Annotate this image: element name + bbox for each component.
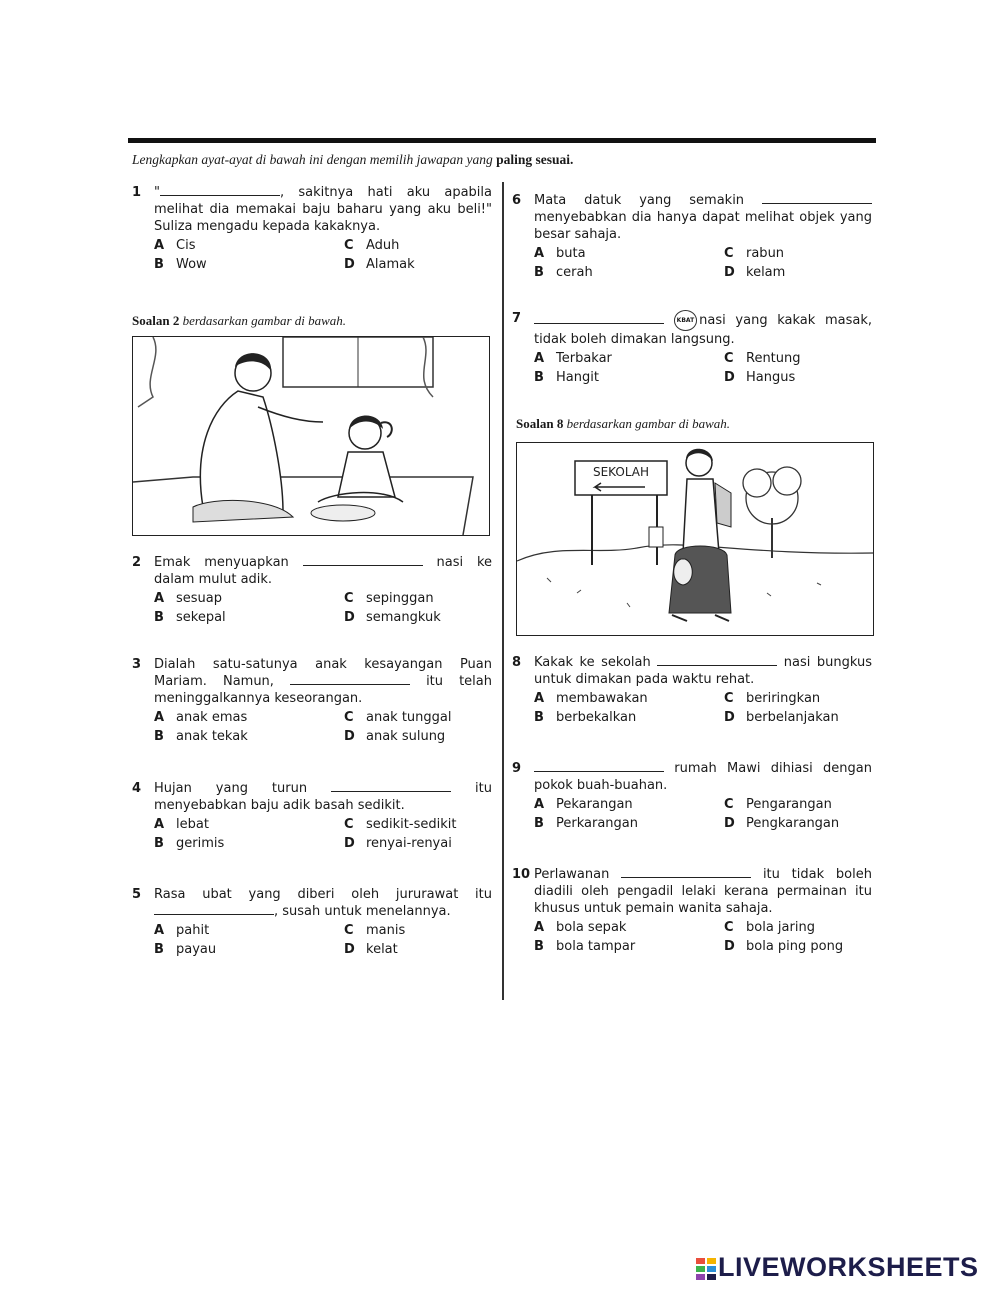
caption-q8: Soalan 8 berdasarkan gambar di bawah. bbox=[516, 416, 731, 431]
question-10: 10 Perlawanan itu tidak boleh diadili oleh pengadil lelaki kerana permainan itu khusus untuk pemain wanita sahaja. A bola sepak C bola jaring B bola tampar D bola ping pong bbox=[512, 866, 872, 955]
option-b[interactable]: B anak tekak bbox=[154, 729, 248, 744]
sign-text: SEKOLAH bbox=[592, 465, 650, 479]
option-c[interactable]: C Aduh bbox=[344, 238, 400, 253]
answer-blank[interactable] bbox=[621, 867, 751, 878]
question-6: 6 Mata datuk yang semakin menyebabkan dia hanya dapat melihat objek yang besar sahaja. A buta C rabun B cerah D kelam bbox=[512, 192, 872, 281]
option-c[interactable]: C sepinggan bbox=[344, 591, 434, 606]
option-c[interactable]: C anak tunggal bbox=[344, 710, 452, 725]
option-c[interactable]: C bola jaring bbox=[724, 920, 815, 935]
question-3: 3 Dialah satu-satunya anak kesayangan Puan Mariam. Namun, itu telah meninggalkannya keseorangan. A anak emas C anak tunggal B anak tekak D anak sulung bbox=[132, 656, 492, 745]
instruction: Lengkapkan ayat-ayat di bawah ini dengan memilih jawapan yang paling sesuai. bbox=[132, 152, 574, 167]
option-d[interactable]: D anak sulung bbox=[344, 729, 446, 744]
kbat-badge: KBAT bbox=[674, 310, 698, 331]
school-illustration bbox=[517, 443, 873, 635]
option-a[interactable]: A Terbakar bbox=[534, 351, 612, 366]
answer-blank[interactable] bbox=[534, 313, 664, 324]
answer-blank[interactable] bbox=[303, 555, 423, 566]
option-b[interactable]: B gerimis bbox=[154, 836, 225, 851]
worksheet bbox=[128, 130, 876, 990]
option-c[interactable]: C rabun bbox=[724, 246, 785, 261]
option-b[interactable]: B sekepal bbox=[154, 610, 226, 625]
question-1: 1 " , sakitnya hati aku apabila melihat dia memakai baju baharu yang aku beli!" Suliza mengadu kepada kakaknya. A Cis C Aduh B Wow D Alamak bbox=[132, 184, 492, 273]
option-d[interactable]: D kelat bbox=[344, 942, 398, 957]
answer-blank[interactable] bbox=[154, 904, 274, 915]
answer-blank[interactable] bbox=[657, 655, 777, 666]
option-d[interactable]: D Alamak bbox=[344, 257, 415, 272]
liveworksheets-logo[interactable]: LIVEWORKSHEETS bbox=[696, 1252, 979, 1283]
option-b[interactable]: B Hangit bbox=[534, 370, 599, 385]
option-a[interactable]: A Pekarangan bbox=[534, 797, 633, 812]
option-a[interactable]: A pahit bbox=[154, 923, 210, 938]
question-7: 7 KBAT nasi yang kakak masak, tidak boleh dimakan langsung. A Terbakar C Rentung B Hangit D Hangus bbox=[512, 310, 872, 386]
option-c[interactable]: C Pengarangan bbox=[724, 797, 832, 812]
option-a[interactable]: A Cis bbox=[154, 238, 196, 253]
logo-icon bbox=[696, 1258, 716, 1280]
option-b[interactable]: B Perkarangan bbox=[534, 816, 638, 831]
option-c[interactable]: C manis bbox=[344, 923, 406, 938]
option-a[interactable]: A sesuap bbox=[154, 591, 223, 606]
answer-blank[interactable] bbox=[331, 781, 451, 792]
option-d[interactable]: D berbelanjakan bbox=[724, 710, 839, 725]
answer-blank[interactable] bbox=[534, 761, 664, 772]
question-9: 9 rumah Mawi dihiasi dengan pokok buah-buahan. A Pekarangan C Pengarangan B Perkarangan D Pengkarangan bbox=[512, 760, 872, 832]
option-d[interactable]: D renyai-renyai bbox=[344, 836, 452, 851]
option-a[interactable]: A membawakan bbox=[534, 691, 648, 706]
option-b[interactable]: B cerah bbox=[534, 265, 593, 280]
question-4: 4 Hujan yang turun itu menyebabkan baju adik basah sedikit. A lebat C sedikit-sedikit B gerimis D renyai-renyai bbox=[132, 780, 492, 852]
option-d[interactable]: D Hangus bbox=[724, 370, 796, 385]
feeding-illustration bbox=[133, 337, 489, 535]
option-c[interactable]: C sedikit-sedikit bbox=[344, 817, 457, 832]
option-d[interactable]: D semangkuk bbox=[344, 610, 441, 625]
picture-mother-feeding-child bbox=[132, 336, 490, 536]
option-a[interactable]: A lebat bbox=[154, 817, 209, 832]
option-c[interactable]: C Rentung bbox=[724, 351, 801, 366]
option-d[interactable]: D kelam bbox=[724, 265, 786, 280]
question-2: 2 Emak menyuapkan nasi ke dalam mulut adik. A sesuap C sepinggan B sekepal D semangkuk bbox=[132, 554, 492, 626]
header-rule bbox=[128, 138, 876, 143]
option-c[interactable]: C beriringkan bbox=[724, 691, 821, 706]
option-a[interactable]: A buta bbox=[534, 246, 586, 261]
option-a[interactable]: A anak emas bbox=[154, 710, 248, 725]
option-b[interactable]: B bola tampar bbox=[534, 939, 636, 954]
option-b[interactable]: B Wow bbox=[154, 257, 207, 272]
option-b[interactable]: B berbekalkan bbox=[534, 710, 637, 725]
caption-q2: Soalan 2 berdasarkan gambar di bawah. bbox=[132, 313, 347, 328]
option-b[interactable]: B payau bbox=[154, 942, 217, 957]
answer-blank[interactable] bbox=[290, 674, 410, 685]
option-d[interactable]: D Pengkarangan bbox=[724, 816, 840, 831]
question-5: 5 Rasa ubat yang diberi oleh jururawat itu , susah untuk menelannya. A pahit C manis B payau D kelat bbox=[132, 886, 492, 958]
option-d[interactable]: D bola ping pong bbox=[724, 939, 844, 954]
picture-sister-going-to-school bbox=[516, 442, 874, 636]
question-8: 8 Kakak ke sekolah nasi bungkus untuk dimakan pada waktu rehat. A membawakan C beriringkan B berbekalkan D berbelanjakan bbox=[512, 654, 872, 726]
option-a[interactable]: A bola sepak bbox=[534, 920, 627, 935]
answer-blank[interactable] bbox=[160, 185, 280, 196]
answer-blank[interactable] bbox=[762, 193, 872, 204]
